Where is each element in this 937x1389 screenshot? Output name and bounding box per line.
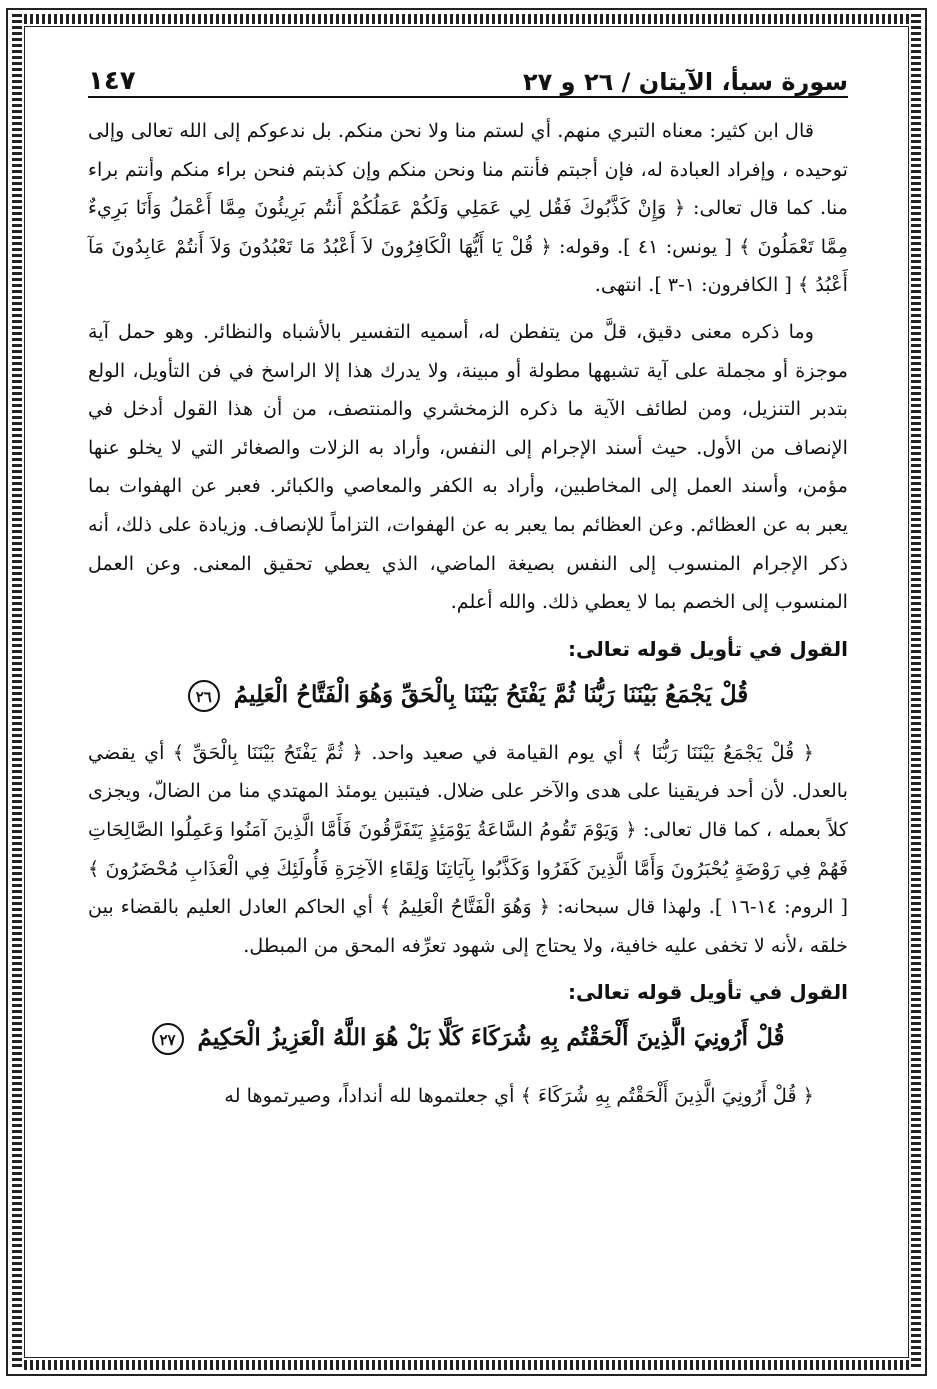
verse-27 xyxy=(88,1013,848,1063)
paragraph-verse-26: ﴿ قُلْ يَجْمَعُ بَيْنَنَا رَبُّنَا ﴾ أي يوم القيامة في صعيد واحد. ﴿ ثُمَّ يَفْتَحُ بَيْنَنَا بِالْحَقِّ ﴾ أي يقضي بالعدل. لأن أحد فريقينا على هدى والآخر على ضلال. فيتبين يومئذ المهتدي منا من الضالّ، ويجزى كلاً بعمله ، كما قال تعالى: ﴿ وَيَوْمَ تَقُومُ السَّاعَةُ يَوْمَئِذٍ يَتَفَرَّقُونَ فَأَمَّا الَّذِينَ آمَنُوا وَعَمِلُوا الصَّالِحَاتِ فَهُمْ فِي رَوْضَةٍ يُحْبَرُونَ وَأَمَّا الَّذِينَ كَفَرُوا وَكَذَّبُوا بِآيَاتِنَا وَلِقَاءِ الآخِرَةِ فَأُولَئِكَ فِي الْعَذَابِ مُحْضَرُونَ ﴾ [ الروم: ١٤-١٦ ]. ولهذا قال سبحانه: ﴿ وَهُوَ الْفَتَّاحُ الْعَلِيمُ ﴾ أي الحاكم العادل العليم بالقضاء بين خلقه ،لأنه لا تخفى عليه خافية، ولا يحتاج إلى شهود تعرِّفه المحق من المبطل. xyxy=(88,740,848,957)
page-border-chain-top xyxy=(12,14,921,24)
page-number: ١٤٧ xyxy=(88,66,136,96)
running-title: سورة سبأ، الآيتان / ٢٦ و ٢٧ xyxy=(523,68,848,96)
page-content xyxy=(88,50,848,1124)
verse-27-number: ٢٧ xyxy=(152,1023,184,1055)
section-heading-26: القول في تأويل قوله تعالى: xyxy=(568,636,848,661)
paragraph-commentary: وما ذكره معنى دقيق، قلَّ من يتفطن له، أسميه التفسير بالأشباه والنظائر. وهو حمل آية موجزة أو مجملة على آية تشبهها مطولة أو مبينة، ولا يدرك هذا إلا الراسخ في فن التأويل، الولع بتدبر التنزيل، ومن لطائف الآية ما ذكره الزمخشري والمنتصف، من أن هذا القول أدخل في الإنصاف من الأول. حيث أسند الإجرام إلى النفس، وأراد به الزلات والصغائر التي لا يخلو عنها مؤمن، وأسند العمل إلى المخاطبين، وأراد به الكفر والمعاصي والكبائر. فعبر عن الهفوات بما يعبر به عن العظائم. وعن العظائم بما يعبر به عن الهفوات، التزاماً للإنصاف. وزيادة على ذلك، أنه ذكر الإجرام المنسوب إلى النفس بصيغة الماضي، الذي يعطي تحقيق المعنى. وعن العمل المنسوب إلى الخصم بما لا يعطي ذلك. والله أعلم. xyxy=(88,319,848,614)
verse-26-text: قُلْ يَجْمَعُ بَيْنَنَا رَبُّنَا ثُمَّ يَفْتَحُ بَيْنَنَا بِالْحَقِّ وَهُوَ الْفَتَّاحُ الْعَلِيمُ xyxy=(233,680,749,708)
paragraph-verse-27: ﴿ قُلْ أَرُونِيَ الَّذِينَ أَلْحَقْتُم بِهِ شُرَكَاءَ ﴾ أي جعلتموها لله أنداداً، وصيرتموها له xyxy=(224,1084,814,1108)
page-border-chain-right xyxy=(911,14,921,1370)
running-header xyxy=(88,50,848,98)
page-border-chain-left xyxy=(12,14,22,1370)
verse-27-text: قُلْ أَرُونِيَ الَّذِينَ أَلْحَقْتُم بِهِ شُرَكَاءَ كَلَّا بَلْ هُوَ اللَّهُ الْعَزِيزُ الْحَكِيمُ xyxy=(197,1024,785,1052)
paragraph-ibn-kathir: قال ابن كثير: معناه التبري منهم. أي لستم منا ولا نحن منكم. بل ندعوكم إلى الله تعالى وإلى توحيده ، وإفراد العبادة له، فإن أجبتم فأنتم منا ونحن منكم وإن كذبتم فنحن براء منكم وأنتم براء منا. كما قال تعالى: ﴿ وَإِنْ كَذَّبُوكَ فَقُل لِي عَمَلِي وَلَكُمْ عَمَلُكُمْ أَنتُم بَرِيئُونَ مِمَّا أَعْمَلُ وَأَنَا بَرِيءٌ مِمَّا تَعْمَلُونَ ﴾ [ يونس: ٤١ ]. وقوله: ﴿ قُلْ يَا أَيُّهَا الْكَافِرُونَ لاَ أَعْبُدُ مَا تَعْبُدُونَ وَلاَ أَنتُمْ عَابِدُونَ مَآ أَعْبُدُ ﴾ [ الكافرون: ١-٣ ]. انتهى. xyxy=(88,119,848,297)
verse-26-number: ٢٦ xyxy=(188,680,220,712)
verse-26 xyxy=(88,670,848,720)
page-border-chain-bottom xyxy=(12,1360,921,1370)
section-heading-27: القول في تأويل قوله تعالى: xyxy=(568,980,848,1005)
